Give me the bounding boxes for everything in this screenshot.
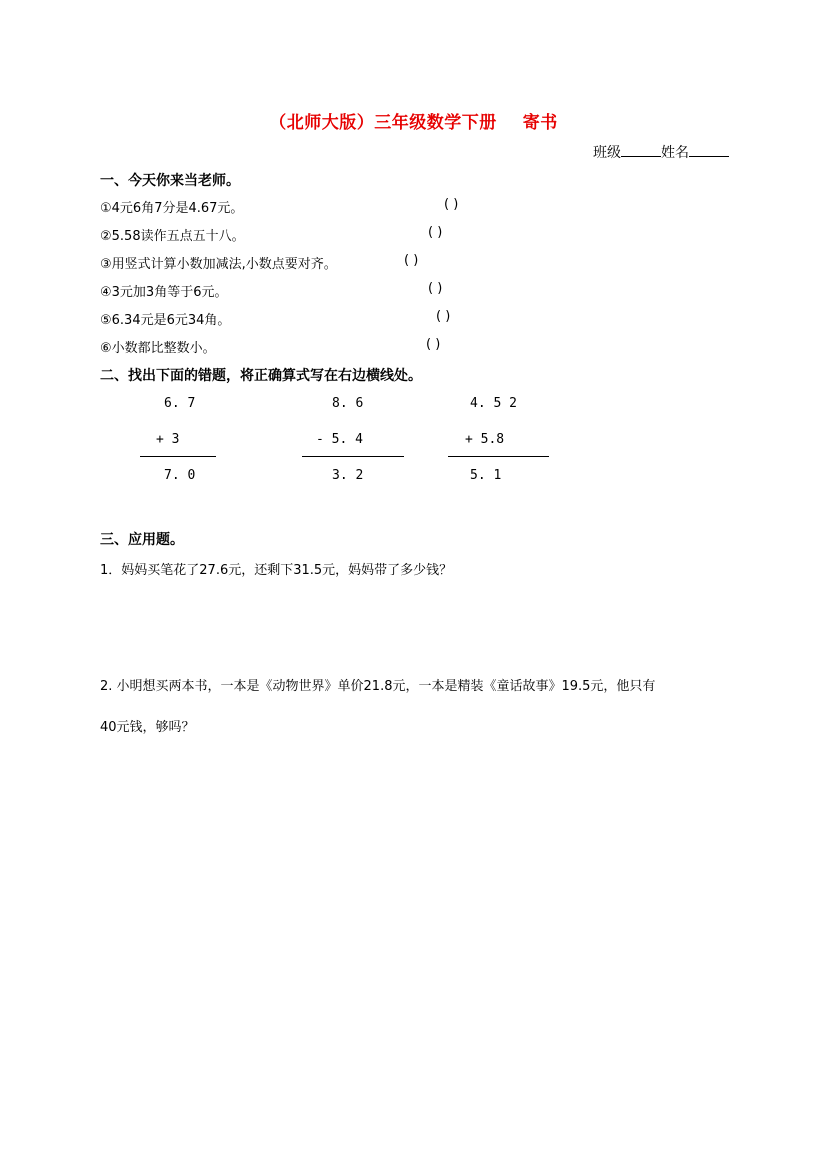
title-main: （北师大版）三年级数学下册 [269,113,497,133]
question-1: 1．妈妈买笔花了27.6元，还剩下31.5元，妈妈带了多少钱？ [100,563,453,578]
calc1-top: 6. 7 [164,396,196,411]
question-2-line1: 2. 小明想买两本书，一本是《动物世界》单价21.8元，一本是精装《童话故事》19.5元，他只有 [100,679,656,694]
answer-paren-6[interactable]: ( ) [426,337,441,352]
question-2-line2: 40元钱，够吗？ [100,720,195,735]
calc2-top: 8. 6 [332,396,364,411]
judge-item-2: ②5.58读作五点五十八。 [100,229,245,244]
judge-item-5: ⑤6.34元是6元34角。 [100,313,231,328]
title-sub: 寄书 [522,113,558,133]
section2-heading: 二、找出下面的错题，将正确算式写在右边横线处。 [100,368,422,384]
answer-paren-4[interactable]: ( ) [428,281,443,296]
name-label: 姓名 [661,145,689,161]
calc1-line [140,456,216,457]
calc3-result: 5. 1 [470,468,502,483]
answer-paren-5[interactable]: ( ) [436,309,451,324]
page-title [0,108,827,133]
calc3-line [448,456,549,457]
section3-heading: 三、应用题。 [100,532,184,548]
calc2-operand: - 5. 4 [316,432,363,447]
calc2-line [302,456,404,457]
judge-item-3: ③用竖式计算小数加减法,小数点要对齐。 [100,257,337,272]
answer-paren-2[interactable]: ( ) [428,225,443,240]
calc2-result: 3. 2 [332,468,364,483]
judge-item-6: ⑥小数都比整数小。 [100,341,216,356]
calc3-operand: + 5.8 [465,432,505,447]
calc1-operand: + 3 [156,432,180,447]
answer-paren-1[interactable]: ( ) [444,197,459,212]
student-info [593,142,729,162]
calc1-result: 7. 0 [164,468,196,483]
class-blank[interactable] [621,142,661,157]
section1-heading: 一、今天你来当老师。 [100,173,240,189]
judge-item-1: ①4元6角7分是4.67元。 [100,201,244,216]
name-blank[interactable] [689,142,729,157]
judge-item-4: ④3元加3角等于6元。 [100,285,228,300]
calc3-top: 4. 5 2 [470,396,517,411]
answer-paren-3[interactable]: ( ) [404,253,419,268]
class-label: 班级 [593,145,621,161]
